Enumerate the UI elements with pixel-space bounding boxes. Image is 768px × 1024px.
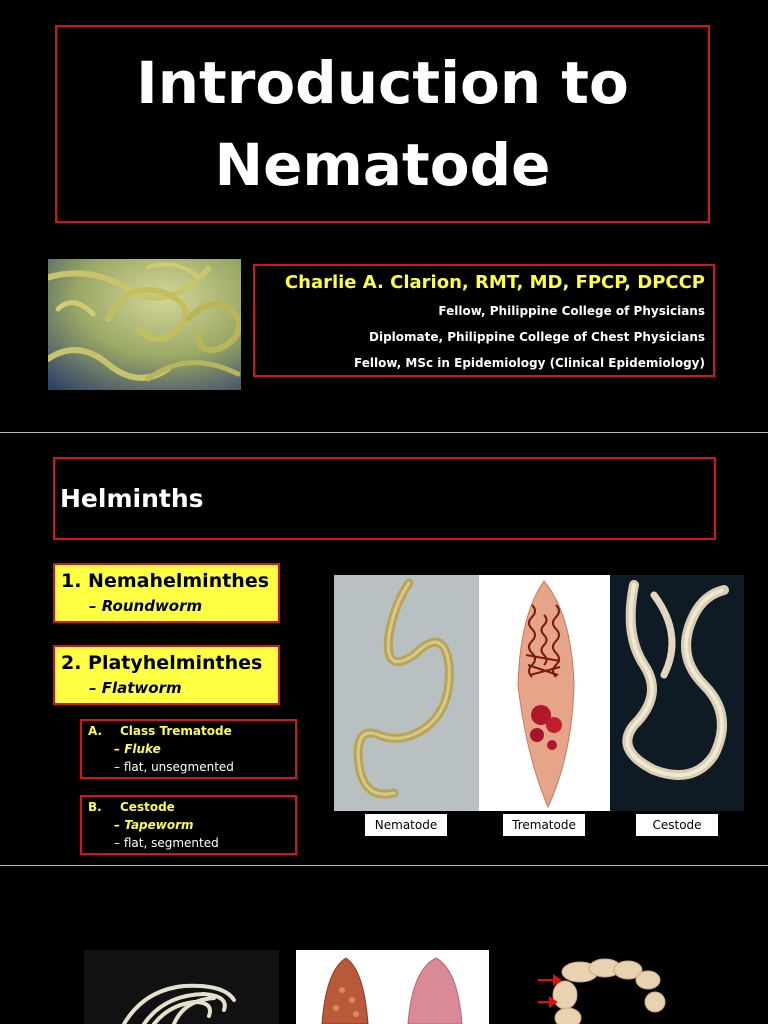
trematode-label: Trematode [503, 814, 585, 836]
heading-box [53, 457, 716, 540]
author-name: Charlie A. Clarion, RMT, MD, FPCP, DPCCP [284, 272, 705, 293]
dash: – [114, 742, 120, 756]
nematode-photo [48, 259, 241, 390]
roundworm-label [61, 595, 272, 617]
credential-3: Fellow, MSc in Epidemiology (Clinical Epidemiology) [354, 356, 705, 370]
cestode-label: Cestode [636, 814, 718, 836]
trematode-specimen-photo [296, 950, 489, 1024]
title-line-2: Nematode [214, 131, 551, 199]
tapeworm-line [88, 816, 289, 834]
author-box [253, 264, 715, 377]
class-trematode-name: Class Trematode [120, 724, 232, 738]
slide-title-text [136, 42, 629, 206]
slide-heading: Helminths [60, 484, 204, 513]
class-letter-b: B. [88, 800, 102, 814]
platyhelminthes-box [53, 645, 280, 705]
credential-1: Fellow, Philippine College of Physicians [438, 304, 705, 318]
dash: – [114, 760, 120, 774]
helminth-images [334, 575, 744, 811]
class-trematode-box [80, 719, 297, 779]
title-box [55, 25, 710, 223]
fluke-text: Fluke [124, 742, 161, 756]
dash: – [89, 597, 97, 615]
dash: – [89, 679, 97, 697]
cestode-desc: flat, segmented [123, 836, 219, 850]
trematode-desc: flat, unsegmented [123, 760, 234, 774]
slide-title [0, 0, 768, 432]
dash: – [114, 818, 120, 832]
cestode-specimen-photo [520, 950, 680, 1024]
credential-2: Diplomate, Philippine College of Chest Physicians [369, 330, 705, 344]
class-letter-a: A. [88, 724, 103, 738]
flatworm-text: Flatworm [101, 679, 182, 697]
cestode-name: Cestode [120, 800, 175, 814]
nematode-label: Nematode [365, 814, 447, 836]
nematode-specimen-photo [84, 950, 279, 1024]
roundworm-text: Roundworm [101, 597, 203, 615]
trematode-desc-line [88, 758, 289, 776]
class-trematode-heading [88, 722, 289, 740]
nemahelminthes-box [53, 563, 280, 623]
cestode-desc-line [88, 834, 289, 852]
cestode-box [80, 795, 297, 855]
flatworm-label [61, 677, 272, 699]
fluke-line [88, 740, 289, 758]
nematode-image-bg [334, 575, 479, 811]
cestode-heading [88, 798, 289, 816]
title-line-1: Introduction to [136, 49, 629, 117]
dash: – [114, 836, 120, 850]
nemahelminthes-title: 1. Nemahelminthes [61, 570, 270, 592]
platyhelminthes-title: 2. Platyhelminthes [61, 652, 263, 674]
tapeworm-text: Tapeworm [124, 818, 194, 832]
